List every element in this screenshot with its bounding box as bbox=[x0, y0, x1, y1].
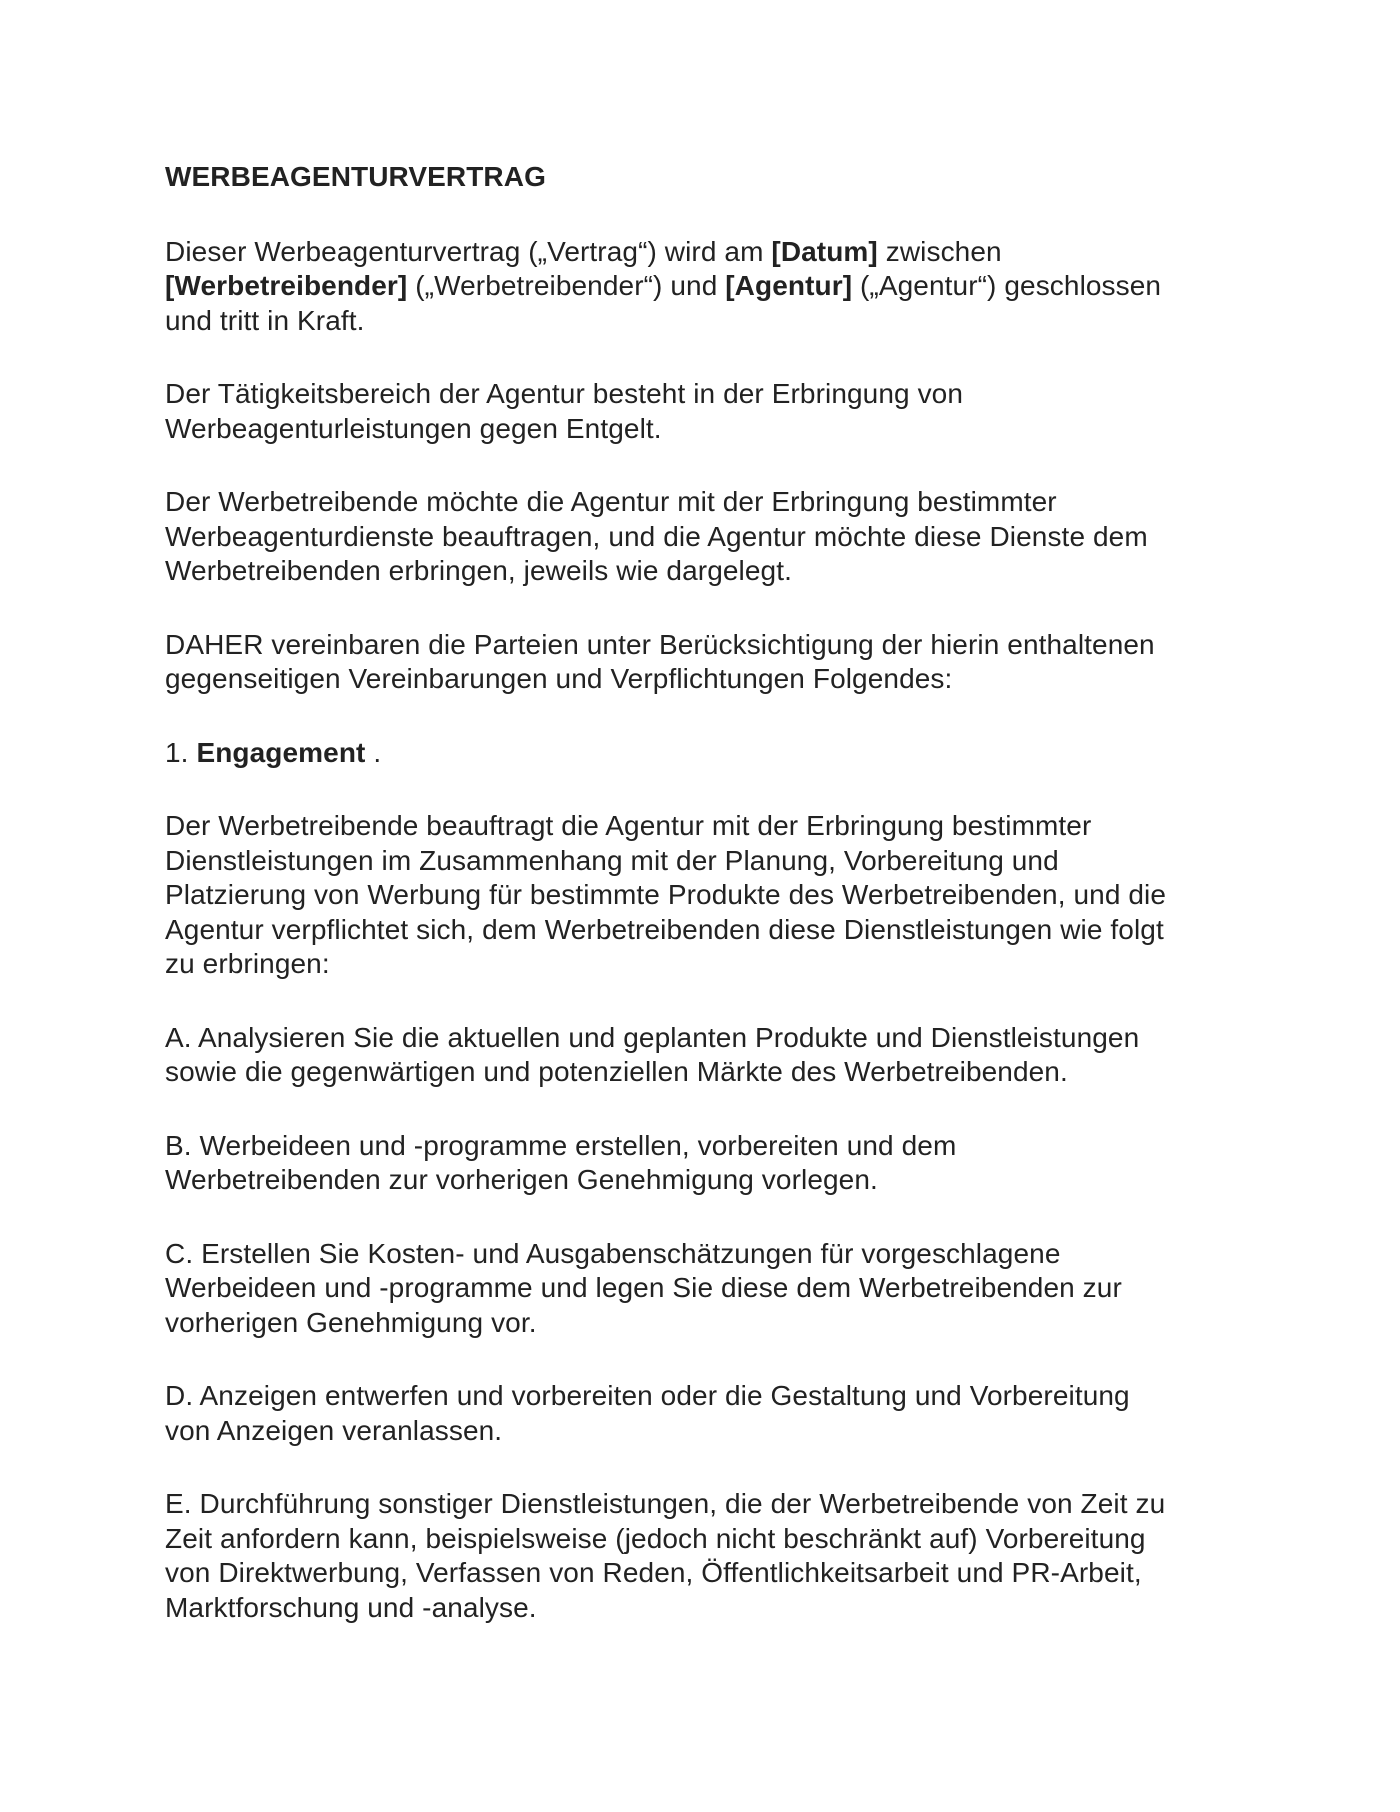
list-item-c bbox=[165, 1237, 1255, 1341]
paragraph-line: gegenseitigen Vereinbarungen und Verpflichtungen Folgendes: bbox=[165, 663, 953, 694]
list-item-line: Marktforschung und -analyse. bbox=[165, 1591, 537, 1623]
list-item-line: D. Anzeigen entwerfen und vorbereiten oder die Gestaltung und Vorbereitung bbox=[165, 1380, 1130, 1411]
list-item-a bbox=[165, 1021, 1255, 1090]
list-item-line: E. Durchführung sonstiger Dienstleistungen, die der Werbetreibende von Zeit zu bbox=[165, 1488, 1166, 1519]
list-item-e bbox=[165, 1487, 1255, 1625]
section-heading-engagement bbox=[165, 736, 1255, 771]
paragraph-line: Der Werbetreibende möchte die Agentur mit der Erbringung bestimmter bbox=[165, 486, 1057, 517]
paragraph-line: zu erbringen: bbox=[165, 948, 330, 979]
list-item-line: Werbeideen und -programme und legen Sie diese dem Werbetreibenden zur bbox=[165, 1272, 1122, 1303]
intro-paragraph bbox=[165, 235, 1255, 339]
paragraph-line: Werbetreibenden erbringen, jeweils wie dargelegt. bbox=[165, 555, 792, 586]
list-item-line: von Anzeigen veranlassen. bbox=[165, 1414, 503, 1446]
list-item-line: A. Analysieren Sie die aktuellen und geplanten Produkte und Dienstleistungen bbox=[165, 1021, 1140, 1053]
section-suffix: . bbox=[365, 736, 382, 768]
list-item-b bbox=[165, 1129, 1255, 1198]
list-item-line: Zeit anfordern kann, beispielsweise (jedoch nicht beschränkt auf) Vorbereitung bbox=[165, 1522, 1146, 1554]
section-number: 1. bbox=[165, 736, 197, 768]
engagement-paragraph bbox=[165, 809, 1255, 982]
paragraph-line: DAHER vereinbaren die Parteien unter Berücksichtigung der hierin enthaltenen bbox=[165, 628, 1155, 660]
section-heading-line bbox=[165, 736, 1255, 771]
paragraph-line: Werbeagenturdienste beauftragen, und die Agentur möchte diese Dienste dem bbox=[165, 520, 1148, 552]
intro-line bbox=[165, 269, 1255, 304]
list-item-line: C. Erstellen Sie Kosten- und Ausgabenschätzungen für vorgeschlagene bbox=[165, 1237, 1061, 1269]
daher-paragraph bbox=[165, 628, 1255, 697]
list-item-line: B. Werbeideen und -programme erstellen, vorbereiten und dem bbox=[165, 1129, 957, 1161]
intro-line: und tritt in Kraft. bbox=[165, 304, 365, 336]
list-item-line: von Direktwerbung, Verfassen von Reden, Öffentlichkeitsarbeit und PR-Arbeit, bbox=[165, 1557, 1142, 1588]
intro-text: („Agentur“) geschlossen bbox=[852, 270, 1162, 301]
document-page bbox=[165, 160, 1255, 1664]
paragraph-line: Platzierung von Werbung für bestimmte Produkte des Werbetreibenden, und die bbox=[165, 879, 1167, 910]
paragraph-line: Dienstleistungen im Zusammenhang mit der Planung, Vorbereitung und bbox=[165, 844, 1059, 876]
intro-line bbox=[165, 235, 1255, 270]
paragraph-line: Werbeagenturleistungen gegen Entgelt. bbox=[165, 412, 662, 444]
paragraph-line: Agentur verpflichtet sich, dem Werbetreibenden diese Dienstleistungen wie folgt bbox=[165, 913, 1164, 945]
agency-placeholder: [Agentur] bbox=[725, 270, 853, 301]
document-title: WERBEAGENTURVERTRAG bbox=[165, 161, 546, 192]
list-item-line: Werbetreibenden zur vorherigen Genehmigung vorlegen. bbox=[165, 1164, 878, 1195]
date-placeholder: [Datum] bbox=[771, 235, 878, 267]
intro-text: („Werbetreibender“) und bbox=[407, 270, 726, 301]
paragraph-line: Der Tätigkeitsbereich der Agentur besteht in der Erbringung von bbox=[165, 378, 964, 409]
wish-paragraph bbox=[165, 485, 1255, 589]
advertiser-placeholder: [Werbetreibender] bbox=[165, 270, 408, 301]
list-item-line: sowie die gegenwärtigen und potenziellen Märkte des Werbetreibenden. bbox=[165, 1056, 1068, 1087]
paragraph-line: Der Werbetreibende beauftragt die Agentur mit der Erbringung bestimmter bbox=[165, 810, 1092, 841]
list-item-line: vorherigen Genehmigung vor. bbox=[165, 1306, 537, 1338]
intro-text: Dieser Werbeagenturvertrag („Vertrag“) wird am bbox=[165, 235, 772, 267]
section-title: Engagement bbox=[196, 736, 366, 768]
scope-paragraph bbox=[165, 377, 1255, 446]
list-item-d bbox=[165, 1379, 1255, 1448]
intro-text: zwischen bbox=[877, 235, 1002, 267]
